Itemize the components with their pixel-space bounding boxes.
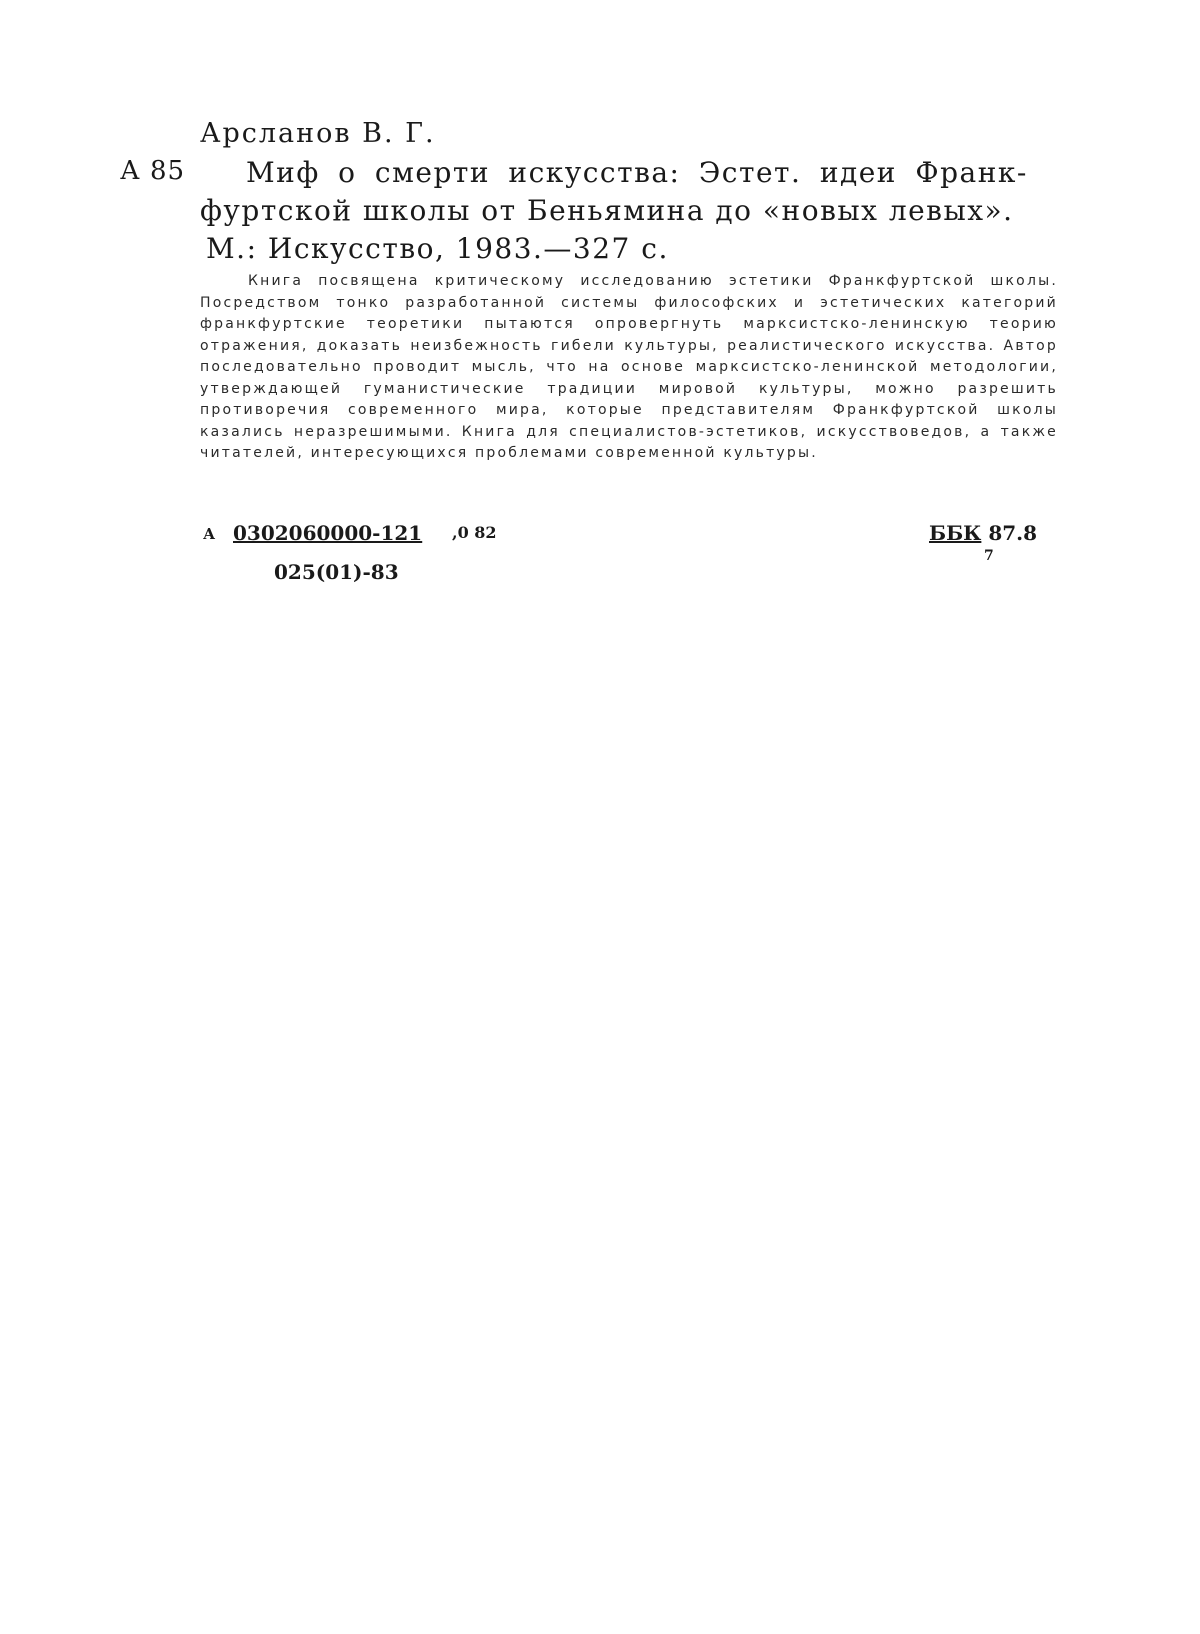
title-line: фуртской школы от Беньямина до «новых левых». [200,194,1014,227]
classification-denominator: 025(01)-83 [274,560,399,584]
author-name: Арсланов В. Г. [200,118,436,149]
classification-numerator: 0302060000-121 [233,521,423,545]
bbk-index [929,521,1037,545]
bbk-label: ББК [929,521,982,545]
bbk-subscript: 7 [984,548,994,564]
bbk-number: 87.8 [988,521,1038,545]
title-line: Миф о смерти искусства: Эстет. идеи Франк- [246,156,1028,189]
imprint-line: М.: Искусство, 1983.—327 с. [206,232,669,265]
call-number: А 85 [120,156,186,186]
title-block [200,154,1050,268]
price-code: ,0 82 [452,523,497,542]
abstract-text: Книга посвящена критическому исследованию эстетики Франкфуртской школы. Посредством тонко разработанной системы философских и эстетических категорий франкфуртские теоретики пытаются опровергнуть марксистско-ленинскую теорию отражения, доказать неизбежность гибели культуры, реалистического искусства. Автор последовательно проводит мысль, что на основе марксистско-ленинской методологии, утверждающей гуманистические традиции мировой культуры, можно разрешить противоречия современного мира, которые представителям Франкфуртской школы казались неразрешимыми. Книга для специалистов-эстетиков, искусствоведов, а также читателей, интересующихся проблемами современной культуры. [200,273,1058,461]
classification-prefix: А [203,525,216,543]
